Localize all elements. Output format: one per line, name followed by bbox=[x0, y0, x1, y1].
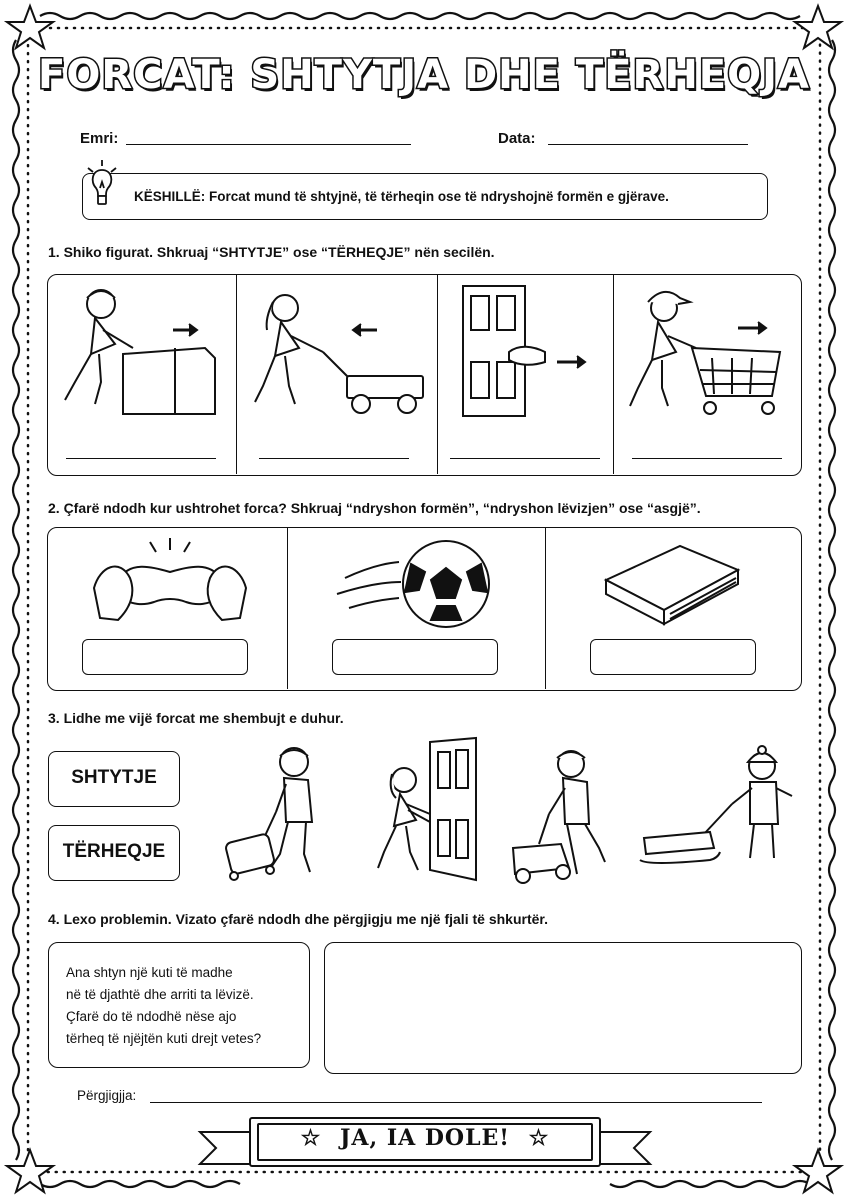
answer-box[interactable] bbox=[332, 639, 498, 675]
boy-pushing-lawnmower-picture[interactable] bbox=[505, 744, 617, 886]
divider bbox=[437, 274, 438, 474]
banner-text: JA, IA DOLE! bbox=[340, 1125, 510, 1151]
girl-pushing-door-picture[interactable] bbox=[372, 736, 482, 884]
banner bbox=[255, 1125, 595, 1151]
word-pull[interactable]: TËRHEQJE bbox=[48, 825, 180, 881]
story-line: në të djathtë dhe arriti ta lëvizë. bbox=[66, 987, 254, 1002]
name-label: Emri: bbox=[80, 130, 119, 147]
boy-pulling-suitcase-picture[interactable] bbox=[222, 742, 332, 884]
star-icon: ☆ bbox=[300, 1125, 322, 1151]
lightbulb-icon bbox=[86, 158, 118, 208]
story-text bbox=[66, 962, 261, 1050]
divider bbox=[545, 527, 546, 689]
kicked-soccer-ball-picture bbox=[335, 538, 495, 633]
date-field[interactable] bbox=[548, 144, 748, 145]
answer-box[interactable] bbox=[82, 639, 248, 675]
story-line: tërheq të njëjtën kuti drejt vetes? bbox=[66, 1031, 262, 1046]
divider bbox=[613, 274, 614, 474]
story-line: Çfarë do të ndodhë nëse ajo bbox=[66, 1009, 237, 1024]
tip-text bbox=[134, 189, 669, 204]
hands-squeezing-dough-picture bbox=[90, 538, 250, 628]
answer-line[interactable] bbox=[632, 458, 782, 459]
book-picture bbox=[600, 540, 745, 630]
child-pulling-sled-picture[interactable] bbox=[638, 744, 798, 876]
drawing-box[interactable] bbox=[324, 942, 802, 1074]
answer-line[interactable] bbox=[450, 458, 600, 459]
question-3: 3. Lidhe me vijë forcat me shembujt e duhur. bbox=[48, 710, 344, 726]
story-line: Ana shtyn një kuti të madhe bbox=[66, 965, 233, 980]
answer-line[interactable] bbox=[259, 458, 409, 459]
page-title: FORCAT: SHTYTJA DHE TËRHEQJA bbox=[38, 52, 810, 98]
girl-pulling-wagon-picture bbox=[245, 282, 430, 432]
question-4: 4. Lexo problemin. Vizato çfarë ndodh dhe përgjigju me një fjali të shkurtër. bbox=[48, 911, 548, 927]
question-1: 1. Shiko figurat. Shkruaj “SHTYTJE” ose “TËRHEQJE” nën secilën. bbox=[48, 244, 495, 260]
tip-label: KËSHILLË: bbox=[134, 189, 206, 204]
answer-label: Përgjigjja: bbox=[77, 1088, 137, 1103]
boy-pushing-cart-picture bbox=[622, 282, 792, 432]
tip-body: Forcat mund të shtyjnë, të tërheqin ose të ndryshojnë formën e gjërave. bbox=[209, 189, 669, 204]
divider bbox=[236, 274, 237, 474]
answer-line[interactable] bbox=[66, 458, 216, 459]
star-icon bbox=[795, 1150, 841, 1192]
divider bbox=[287, 527, 288, 689]
answer-line[interactable] bbox=[150, 1102, 762, 1103]
hand-opening-door-picture bbox=[447, 282, 607, 432]
star-icon: ☆ bbox=[528, 1125, 550, 1151]
answer-box[interactable] bbox=[590, 639, 756, 675]
date-label: Data: bbox=[498, 130, 536, 147]
boy-pushing-box-picture bbox=[55, 282, 225, 432]
name-field[interactable] bbox=[126, 144, 411, 145]
question-2: 2. Çfarë ndodh kur ushtrohet forca? Shkruaj “ndryshon formën”, “ndryshon lëvizjen” ose “asgjë”. bbox=[48, 500, 701, 516]
word-push[interactable]: SHTYTJE bbox=[48, 751, 180, 807]
